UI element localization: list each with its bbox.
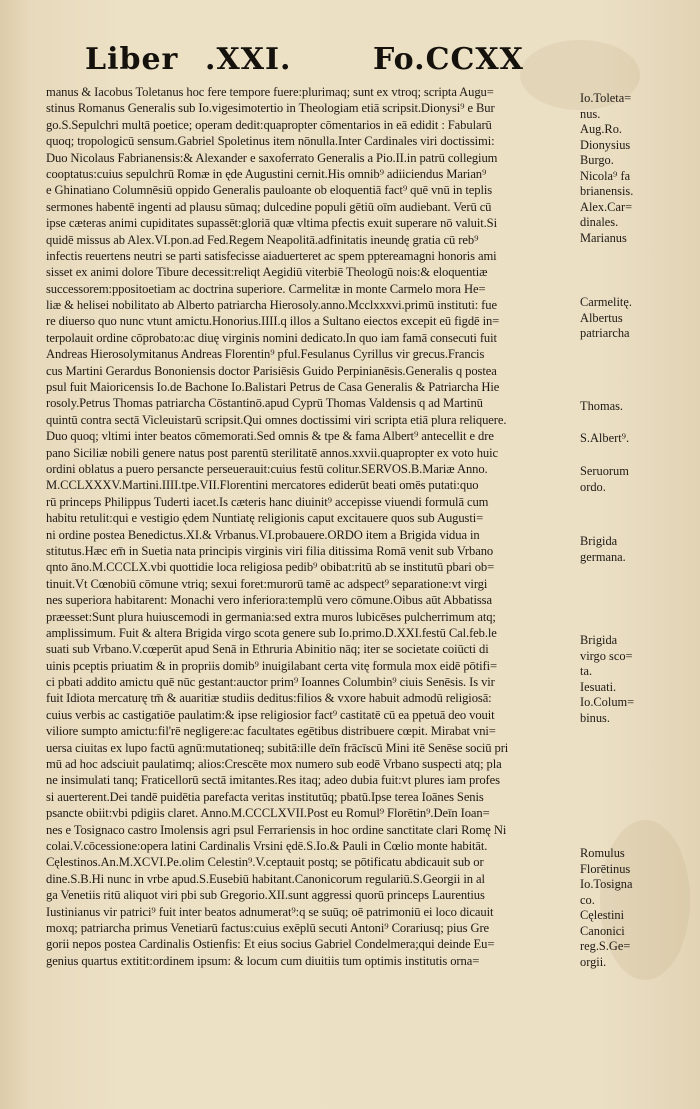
margin-note-line: Albertus [580,310,623,325]
margin-note [580,431,660,447]
margin-note-line: Romulus [580,846,625,860]
text-line: rū princeps Philippus Tuderti iacet.Is cæteris hanc diuinit⁹ accepisse viuendi formulā cum [46,494,489,509]
margin-note-line: ordo. [580,479,606,494]
text-line: ipse cæteras animi cupiditates supassēt:gloriā quæ vltima pfectis exuit superare nō valuit.Si [46,216,497,231]
text-line: mū ad hoc adsciuit paulatimq; alios:Crescēte mox numero sub eodē Vrbano suspecti atq; pla [46,757,502,772]
text-line: sisset ex animi dolore Tibure decessit:reliqt Aegidiū viterbiē Theologū nois:& eloquentiæ [46,265,488,280]
text-line: Andreas Hierosolymitanus Andreas Florentin⁹ pful.Fesulanus Cyrillus vir grecus.Francis [46,347,485,362]
text-line: cooptatus:cuius sepulchrū Romæ in ęde Augustini cernit.His omnib⁹ adiiciendus Marian⁹ [46,166,487,181]
text-line: cuius verbis ac castigatiōe paulatim:& ipse religiosior fact⁹ castitatē cū ea ppetuā deo vouit [46,707,495,722]
text-line: infectis reuertens neutri se parti satisfecisse aiaduerteret ac spem pptereamagni honoris ami [46,248,497,263]
text-line: liæ & helisei nobilitato ab Alberto patriarcha Hierosoly.anno.Mcclxxxvi.primū instituti: fue [46,298,497,313]
text-line: ne insimulati tanq; Fraticellorū sectā imitantes.Res itaq; adeo dubia fuit:vt plures iam profes [46,773,500,788]
text-line: ci pbati addito amictu quē nūc gestant:auctor prim⁹ Ioannes Columbin⁹ ciuis Senēsis. Is vir [46,675,495,690]
text-line: psancte obiit:vbi pdigiis claret. Anno.M.CCCLXVII.Post eu Romul⁹ Florētin⁹.Deīn Ioan= [46,806,490,821]
margin-note-line: brianensis. [580,184,634,198]
main-text-column [46,84,574,969]
text-line: genius quartus extitit:ordinem ipsum: & locum cum diuitiis tum optimis institutis orna= [46,953,480,968]
text-line: go.S.Sepulchri multā poetice; operam dedit:quapropter cōmentarios in eā edidit : Fabularū [46,117,492,132]
text-line: pano Siciliæ nobili genere natus post parentū sterilitatē annos.xxvii.quapropter ex voto huic [46,445,499,460]
margin-note-line: Florētinus [580,861,631,876]
text-line: uersa ciuitas ex lupo factū agnū:mutationeq; subitā:ille deīn frācīscū Mini itē Senēse sociū pri [46,740,509,755]
margin-note-line: Cęlestini [580,908,625,922]
margin-note-line: dinales. [580,215,619,229]
text-line: si auerterent.Dei tandē puidētia parefacta veritas institutūq; pbatū.Ipse terea Ioānes Senis [46,789,484,804]
text-line: psul fuit Maioricensis Io.de Bachone Io.Balistari Petrus de Casa Generalis & Patriarcha Hie [46,380,500,395]
margin-note-line: co. [580,892,595,907]
margin-note-line: Dionysius [580,137,631,152]
margin-note [580,399,660,415]
margin-note-line: Seruorum [580,464,629,478]
margin-note-line: Marianus [580,230,627,245]
text-line: Duo Nicolaus Fabrianensis:& Alexander e saxoferrato Generalis a Pio.II.in patrū collegium [46,150,498,165]
margin-note-line: Canonici [580,923,625,938]
text-line: stitutus.Hæc em̄ in Suetia nata principis virginis viri filia ditissima Romā venit sub Vrbano [46,543,494,558]
margin-note [580,91,660,246]
margin-note-line: Nicola⁹ fa [580,168,631,183]
margin-note-line: binus. [580,710,610,725]
text-line: uinis pceptis priuatim & in propriis domib⁹ inuigilabant certa vitę formula mox eidē pōtifi= [46,658,498,673]
margin-note [580,464,660,495]
margin-note-line: Brigida [580,534,618,548]
margin-note-line: orgii. [580,954,607,969]
text-line: Cęlestinos.An.M.XCVI.Pe.olim Celestin⁹.V.ceptauit postq; se pōtificatu abdicauit sub or [46,855,484,870]
margin-note [580,534,660,565]
text-line: ni ordine postea Benedictus.XI.& Vrbanus.VI.probauere.ORDO item a Brigida vidua in [46,527,480,542]
margin-note-line: virgo sco= [580,648,633,663]
text-line: amplissimum. Fuit & altera Brigida virgo scota genere sub Io.primo.D.XXI.festū Cal.feb.le [46,625,497,640]
text-line: M.CCLXXXV.Martini.IIII.tpe.VII.Florentini mercatores ediderūt beati omēs putati:quo [46,478,479,493]
text-line: fuit Idiota mercaturę tm̄ & auaritiæ studiis deditus:filios & vxore habuit admodū religiosā: [46,691,492,706]
text-line: quintū contra sectā Vicleuistarū scripsit.Qui omnes doctissimi viri scripta etiā plura reliquere. [46,412,507,427]
text-line: e Ghinatiano Columnēsiū oppido Generalis pauloante ob eloquentiā fact⁹ quē vnū in teplis [46,183,493,198]
text-line: colai.V.cōcessione:opera latini Cardinalis Vrsini ędē.S.Io.& Pauli in Cœlio monte habitāt. [46,838,488,853]
margin-note-line: ta. [580,664,593,678]
text-line: terpolauit ordine cōprobato:ac diuę virginis nomini dedicato.In quo iam famā consecuti fuit [46,330,497,345]
header-book-number: .XXI. [205,42,292,77]
margin-note [580,633,660,726]
margin-note-line: Brigida [580,633,618,647]
text-line: cus Martini Gerardus Bononiensis doctor Parisiēsis Guido Perpinianēsis.Generalis q postea [46,363,497,378]
text-line: præesset:Sunt plura huiuscemodi in germania:sed extra muros lubicēses pulcherrimum atq; [46,609,496,624]
margin-note-line: Alex.Car= [580,199,633,214]
text-line: habitu retulit:qui e vestigio ędem Nuntiatę religionis caput excitauere quos sub Augusti= [46,511,484,526]
text-line: sermones habentē ingenti ad plausu sūmaq; dulcedine populi gētiū oīm audiebant. Verū cū [46,199,492,214]
header-liber: Liber [85,42,179,77]
text-line: tinuit.Vt Cœnobiū cōmune vtriq; sexui foret:murorū tamē ac adspect⁹ separatione:vt virgi [46,576,488,591]
margin-note-line: Io.Tosigna [580,877,633,891]
text-line: qnto āno.M.CCCLX.vbi quottidie loca religiosa pedib⁹ obibat:ritū ab se institutū pbari ob= [46,560,495,575]
text-line: viliore sumpto amictu:fil'rē negligere:ac facultates egētibus distribuere cœpit. Mirabat vni= [46,724,496,739]
margin-note-line: Aug.Ro. [580,122,622,136]
text-line: dine.S.B.Hi nunc in vrbe apud.S.Eusebiū habitant.Canonicorum regulariū.S.Georgii in al [46,871,485,886]
text-line: Iustinianus vir patrici⁹ fuit inter beatos adnumerat⁹:q se suūq; oē patrimoniū ei loco dicauit [46,904,494,919]
header-folio-number: Fo.CCXX [373,42,524,77]
text-line: quidē missus ab Alex.VI.pon.ad Fed.Regem Neapolitā.adfinitatis ineundę gratia cū reb⁹ [46,232,479,247]
margin-note-line: Thomas. [580,399,624,413]
text-line: nes e Tosignaco castro Imolensis agri psul Ferrariensis in hoc ordine sanctitate clari Romę Ni [46,822,507,837]
text-line: moxq; patriarcha primus Venetiarū factus:cuius exēplū secuti Antoni⁹ Corariusq; pius Gre [46,920,490,935]
text-line: quoq; tropologicū sensum.Gabriel Spoletinus item nōnulla.Inter Cardinales viri doctissimi: [46,134,495,149]
margin-note-line: Burgo. [580,153,614,167]
text-line: suati sub Vrbano.V.cœperūt apud Senā in Ethruria Abinitio nāq; iter se societate coiūcti di [46,642,489,657]
running-header [85,38,545,88]
margin-note-line: germana. [580,549,626,564]
text-line: ga Venetiis ritū aliquot viri pbi sub Gregorio.XII.sunt aggressi quorū princeps Laurentius [46,888,485,903]
text-line: ordini oblatus a puero persancte perseuerauit:cuius festū colitur.SERVOS.B.Mariæ Anno. [46,461,488,476]
margin-note-line: Iesuati. [580,679,617,694]
text-line: gorii nepos postea Cardinalis Ostienfis: Et eius socius Gabriel Condelmera;qui deinde Eu= [46,937,495,952]
margin-note-line: Io.Colum= [580,695,635,709]
text-line: successorem:ppositoetiam ac doctrina superiore. Carmelitæ in monte Carmelo mora He= [46,281,486,296]
text-line: nes superiora habitarent: Monachi vero inferiora:templū vero cōmune.Oibus aūt Abbatissa [46,593,492,608]
text-line: stinus Romanus Generalis sub Io.vigesimotertio in Theologiam etiā scripsit.Dionysi⁹ e Bur [46,101,495,116]
margin-note-line: patriarcha [580,326,630,340]
margin-note-line: S.Albert⁹. [580,431,630,445]
text-line: re diuerso quo nunc vtunt amictu.Honorius.IIII.q illos a Sultano eiectos excepit eū figdē in= [46,314,500,329]
margin-note [580,295,660,342]
text-line: Duo quoq; vltimi inter beatos cōmemorati.Sed omnis & tpe & fama Albert⁹ antecellit e dre [46,429,494,444]
text-line: rosoly.Petrus Thomas patriarcha Cōstantinō.apud Cyprū Thomas Valdensis q ad Martinū [46,396,483,411]
margin-note-line: Io.Toleta= [580,91,632,105]
margin-note [580,846,660,970]
margin-note-line: Carmelitę. [580,295,632,309]
text-line: manus & Iacobus Toletanus hoc fere tempore fuere:plurimaq; sunt ex vtroq; scripta Augu= [46,85,494,99]
margin-note-line: nus. [580,106,601,121]
margin-note-line: reg.S.Ge= [580,939,631,953]
